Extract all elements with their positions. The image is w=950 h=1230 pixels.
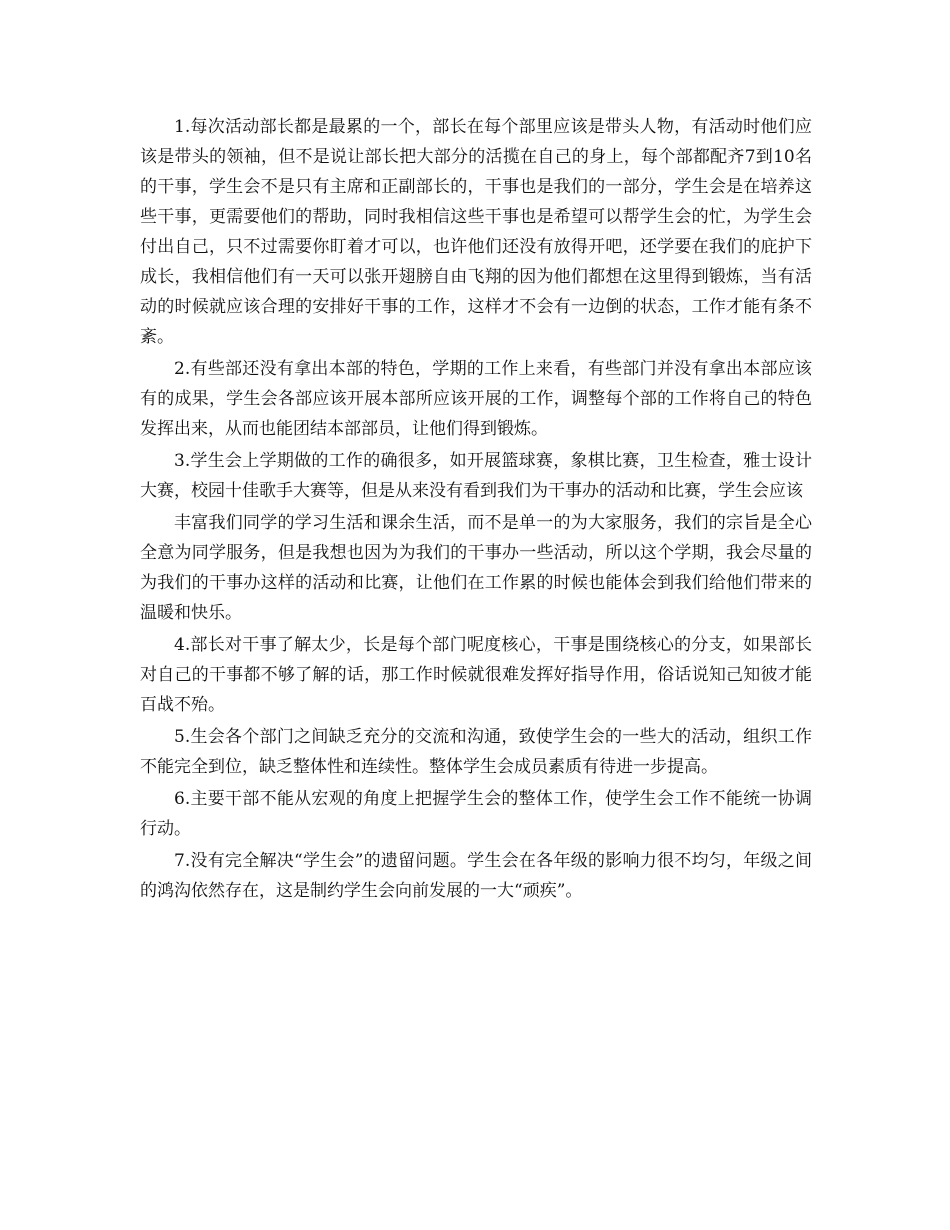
document-body xyxy=(140,112,812,908)
paragraph-4: 4.部长对干事了解太少，长是每个部门呢度核心，干事是围绕核心的分支，如果部长对自己的干事都不够了解的话，那工作时候就很难发挥好指导作用，俗话说知己知彼才能百战不殆。 xyxy=(140,635,812,715)
paragraph-6: 6.主要干部不能从宏观的角度上把握学生会的整体工作，使学生会工作不能统一协调行动。 xyxy=(140,789,812,839)
paragraph-3-continued: 丰富我们同学的学习生活和课余生活，而不是单一的为大家服务，我们的宗旨是全心全意为同学服务，但是我想也因为为我们的干事办一些活动，所以这个学期，我会尽量的为我们的干事办这样的活动和比赛，让他们在工作累的时候也能体会到我们给他们带来的温暖和快乐。 xyxy=(140,513,812,623)
paragraph-1: 1.每次活动部长都是最累的一个，部长在每个部里应该是带头人物，有活动时他们应该是带头的领袖，但不是说让部长把大部分的活揽在自己的身上，每个部都配齐7到10名的干事，学生会不是只有主席和正副部长的，干事也是我们的一部分，学生会是在培养这些干事，更需要他们的帮助，同时我相信这些干事也是希望可以帮学生会的忙，为学生会付出自己，只不过需要你盯着才可以，也许他们还没有放得开吧，还学要在我们的庇护下成长，我相信他们有一天可以张开翅膀自由飞翔的因为他们都想在这里得到锻炼，当有活动的时候就应该合理的安排好干事的工作，这样才不会有一边倒的状态，工作才能有条不紊。 xyxy=(140,117,812,347)
paragraph-3: 3.学生会上学期做的工作的确很多，如开展篮球赛，象棋比赛，卫生检查，雅士设计大赛，校园十佳歌手大赛等，但是从来没有看到我们为干事办的活动和比赛，学生会应该 xyxy=(140,451,812,501)
paragraph-5: 5.生会各个部门之间缺乏充分的交流和沟通，致使学生会的一些大的活动，组织工作不能完全到位，缺乏整体性和连续性。整体学生会成员素质有待进一步提高。 xyxy=(140,727,812,777)
paragraph-2: 2.有些部还没有拿出本部的特色，学期的工作上来看，有些部门并没有拿出本部应该有的成果，学生会各部应该开展本部所应该开展的工作，调整每个部的工作将自己的特色发挥出来，从而也能团结本部部员，让他们得到锻炼。 xyxy=(140,359,812,439)
paragraph-7: 7.没有完全解决“学生会”的遗留问题。学生会在各年级的影响力很不均匀，年级之间的鸿沟依然存在，这是制约学生会向前发展的一大“顽疾”。 xyxy=(140,851,812,901)
